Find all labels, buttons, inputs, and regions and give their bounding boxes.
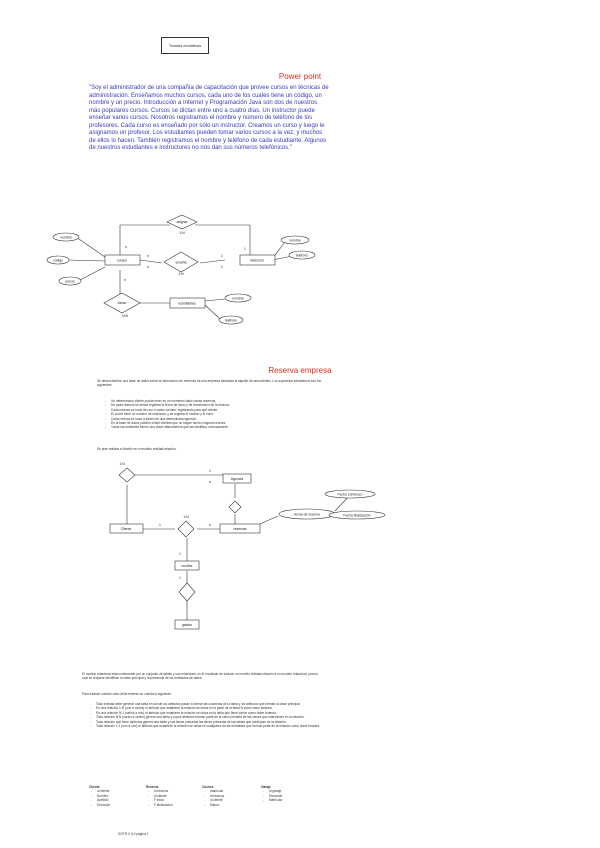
relation-asignar: asignar <box>176 220 188 224</box>
table-coches <box>202 785 262 807</box>
list-item: - Todas las entidades tienen una clave alfanumérica que las identifica unívocamente. <box>111 425 331 429</box>
section3-bullet-list <box>88 702 326 728</box>
table-field: - id reserva <box>154 789 206 793</box>
entity-cursos: cursos <box>117 258 127 263</box>
table-reserva <box>146 785 206 807</box>
entity-cliente: Cliente <box>120 527 132 531</box>
list-item: - En la base de datos pueden existir clientes que no hayan hecho ninguna reserva. <box>111 421 331 425</box>
section2-bullet-list <box>103 399 331 430</box>
er-diagram-reservations <box>100 458 400 636</box>
entity-instructor: instructor <box>250 258 264 263</box>
attr-instructor-nombre: nombre <box>289 238 301 243</box>
list-item: - Toda relación N:N (varios a varios) genera una tabla y cuyos atributos forman parte de la clave primaria de las claves que intervienen en la relación. <box>96 715 326 719</box>
list-item: - Toda relación 1:1 (uno a uno) el atributo que establece la relación se ubica en cualquiera de las entidades que forman parte de la relación como clave foránea. <box>96 724 326 728</box>
section2-intro: Se desea diseñar una base de datos sobre la información de reservas de una empresa dedicada al alquiler de automóviles. Los supuestos semánticos son los siguientes: <box>97 379 321 388</box>
table-cliente <box>89 785 149 807</box>
table-field: - F inicio <box>154 798 206 802</box>
entity-gastos: gastos <box>182 623 192 627</box>
section1-title: Power point <box>278 72 322 81</box>
section2-title: Reserva empresa <box>268 366 332 375</box>
card-asignar: 1:N <box>179 231 185 235</box>
card-ensena: 1:N <box>178 272 184 276</box>
table-field: - Dirección <box>269 794 321 798</box>
attr-nombre: nombre <box>60 235 72 240</box>
table-field: - id cliente <box>154 794 206 798</box>
relation-tomar: tomar <box>117 301 127 305</box>
card-one-n-2: 1:N <box>183 515 189 519</box>
card-tomar: N:N <box>122 314 128 318</box>
card-n-2: n <box>147 254 149 258</box>
table-field: - Dirección <box>97 803 149 807</box>
table-field: - Apellido <box>97 798 149 802</box>
header-title: Tramos evolutivos <box>168 43 202 48</box>
card-one-2: 1 <box>159 523 161 527</box>
card-1-2: 1 <box>221 254 223 258</box>
card-1-3: 1 <box>221 265 223 269</box>
card-one-3: 1 <box>179 552 181 556</box>
attr-estudiante-nombre: nombre <box>232 296 244 301</box>
table-field: - id cliente <box>97 789 149 793</box>
table-title: Cliente <box>89 785 100 789</box>
table-field: - Nombre <box>97 794 149 798</box>
attr-instructor-telefono: teléfono <box>295 253 309 258</box>
list-item: - En una relación N:1 (varios a uno) el atributo que establece la relación se ubica en la tabla que tiene varios como clave foránea. <box>96 711 326 715</box>
attr-codigo: código <box>53 258 63 263</box>
list-item: - De cada reserva se desea registrar la fecha de inicio y de terminación de la reserva. <box>111 403 331 407</box>
entity-coches: coches <box>181 564 193 568</box>
card-n-3: n <box>147 265 149 269</box>
table-garaje <box>261 785 321 803</box>
list-item: - El coche tiene un número de matrícula, y se registra el modelo y el color. <box>111 412 331 416</box>
table-field: - Marca <box>210 803 262 807</box>
entity-estudiantes: estudiantes <box>178 301 196 306</box>
card-one-n-1: 1:N <box>119 462 125 466</box>
page-footer: DOTR V 4.0 página 1 <box>118 832 149 836</box>
list-item: - En una relación 1:N (uno a varios) el atributo que establece la relación se ubica en la parte de la tabla N como clave foránea. <box>96 706 326 710</box>
card-one-4: 1 <box>179 576 181 580</box>
attr-precio: precio <box>65 279 75 284</box>
section3-paragraph-1: El modelo relacional está conformado por un conjunto de tablas y sus relaciones, es el resultado de traducir un modelo entidad-relación a un modelo relacional, para lo cual se requiere identificar la clave principal y la presencia de las entidades de datos. <box>82 672 319 681</box>
list-item: - Toda relación que tiene atributos genera una tabla y sus llaves primarias las llaves primarias de las tablas que participan de la relación. <box>96 720 326 724</box>
list-item: - Cada reserva se hace a través de una determinada agencia. <box>111 417 331 421</box>
attr-estudiante-telefono: teléfono <box>224 318 238 323</box>
entity-agencia: Agencia <box>230 477 244 481</box>
list-item: - Cada reserva se hace de uno o varios coches, registrando para qué cliente. <box>111 408 331 412</box>
card-n-1: n <box>209 480 211 484</box>
table-field: - id garaje <box>269 789 321 793</box>
er-diagram-courses <box>40 205 340 330</box>
entity-reserva: reservas <box>233 527 247 531</box>
card-1-1: 1 <box>244 247 246 251</box>
table-title: Coches <box>202 785 214 789</box>
card-n-2: n <box>209 523 211 527</box>
table-title: Reserva <box>146 785 159 789</box>
card-n-4: n <box>124 278 126 282</box>
list-item: - Un determinado cliente puede tener en un momento dado varias reservas. <box>111 399 331 403</box>
table-field: - id reserva <box>210 794 262 798</box>
card-one-1: 1 <box>209 469 211 473</box>
table-field: - F finalización <box>154 803 206 807</box>
section2-diagram-caption: Se pide realizar el diseño en el modelo entidad-relación. <box>97 447 177 451</box>
card-n-1: n <box>125 245 127 249</box>
attr-fecha-inicio: Fecha comienzo <box>337 492 363 497</box>
attr-fecha-reserva: fecha de reserva <box>294 512 320 517</box>
header-title-box <box>161 37 209 54</box>
table-field: - Matrícula <box>269 798 321 802</box>
attr-fecha-fin: Fecha finalización <box>343 513 371 518</box>
table-field: - id cliente <box>210 798 262 802</box>
relation-ensena: enseña <box>175 260 187 265</box>
section3-paragraph-2: Para traducir nuestro caso debe tenerse en cuenta lo siguiente: <box>82 692 172 696</box>
section1-quote: "Soy el administrador de una compañía de capacitación que provee cursos en técnicas de administración. Enseñamos muchos cursos, cada uno de los cuales tiene un código, un nombre y un precio. Introducción a Internet y Programación Java son dos de nuestros más populares cursos. Cursos se dictan entre uno a cuatro días. Un instructor puede enseñar varios cursos. Nosotros registramos el nombre y número de teléfono de los profesores. Cada curso es enseñado por sólo un instructor. Creamos un curso y luego le asignamos un profesor. Los estudiantes pueden tomar varios cursos a la vez, y muchos de ellos lo hacen. También registramos el nombre y teléfono de cada estudiante. Algunos de nuestros estudiantes e instructores no nos dan sus números telefónicos." <box>89 85 329 151</box>
list-item: - Toda entidad debe generar una tabla en donde los atributos pasan a formar las columnas de la tabla y los atributos que forman la clave principal. <box>96 702 326 706</box>
table-field: - matrícula <box>210 789 262 793</box>
table-title: Garaje <box>261 785 271 789</box>
